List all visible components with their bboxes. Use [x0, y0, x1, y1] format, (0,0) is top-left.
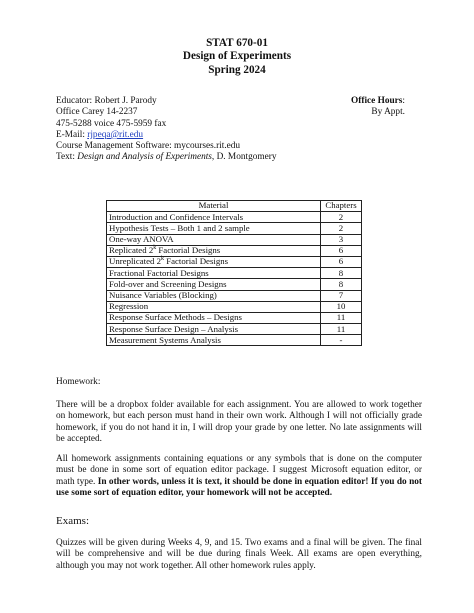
office-hours: Office Hours: By Appt.: [351, 96, 405, 118]
course-management-software: Course Management Software: mycourses.rit.edu: [56, 141, 241, 152]
table-row: [107, 335, 362, 346]
chapter-cell: 2: [321, 212, 362, 223]
email-link[interactable]: rjpeqa@rit.edu: [87, 129, 144, 140]
course-term: Spring 2024: [208, 63, 266, 76]
equation-editor-requirement: In other words, unless it is text, it should be done in equation editor! If you do not use some sort of equation editor, your homework will not be accepted.: [56, 476, 422, 498]
table-row: [107, 279, 362, 290]
table-header-row: [107, 201, 362, 212]
table-row: [107, 268, 362, 279]
course-header: [0, 37, 474, 77]
material-cell: Nuisance Variables (Blocking): [107, 290, 321, 301]
text-label: Text:: [56, 152, 78, 163]
homework-paragraph-equation-editor: All homework assignments containing equations or any symbols that is done on the computer must be done in some sort of equation editor package. I suggest Microsoft equation editor, or math type. In other words, unless it is text, it should be done in equation editor! If you do not use some sort of equation editor, your homework will not be accepted.: [56, 454, 422, 498]
office-location: Office Carey 14-2237: [56, 107, 138, 118]
chapters-column-header: Chapters: [321, 201, 362, 212]
table-row: [107, 312, 362, 323]
material-cell: Unreplicated 2$^k$ Factorial Designs: [107, 256, 321, 267]
office-hours-value: By Appt.: [371, 107, 405, 118]
material-column-header: Material: [107, 201, 321, 212]
course-number: STAT 670-01: [206, 37, 268, 49]
material-cell: One-way ANOVA: [107, 234, 321, 245]
homework-heading: Homework:: [56, 377, 101, 387]
chapter-cell: 11: [321, 312, 362, 323]
table-row: [107, 290, 362, 301]
chapter-cell: 7: [321, 290, 362, 301]
textbook-title: Design and Analysis of Experiments: [77, 152, 212, 163]
chapter-cell: 2: [321, 223, 362, 234]
material-cell: Hypothesis Tests – Both 1 and 2 sample: [107, 223, 321, 234]
chapter-cell: -: [321, 335, 362, 346]
educator-name: Educator: Robert J. Parody: [56, 96, 157, 106]
course-title: Design of Experiments: [182, 50, 292, 63]
material-chapters-table: [106, 200, 362, 346]
chapter-cell: 6: [321, 245, 362, 256]
chapter-cell: 3: [321, 234, 362, 245]
email-label: E-Mail:: [56, 129, 88, 140]
phone-numbers: 475-5288 voice 475-5959 fax: [56, 118, 167, 129]
material-cell: Introduction and Confidence Intervals: [107, 212, 321, 223]
material-cell: Response Surface Methods – Designs: [107, 312, 321, 323]
email-line: [56, 130, 436, 141]
chapter-cell: 6: [321, 256, 362, 267]
chapter-cell: 10: [321, 301, 362, 312]
material-cell: Fold-over and Screening Designs: [107, 279, 321, 290]
table-row: [107, 245, 362, 256]
textbook-author: , D. Montgomery: [211, 152, 277, 163]
table-row: [107, 324, 362, 335]
exams-paragraph: Quizzes will be given during Weeks 4, 9, and 15. Two exams and a final will be given. The final will be comprehensive and will be due during finals Week. All exams are open everything, although you may not work together. All other homework rules apply.: [56, 538, 422, 571]
table-row: [107, 301, 362, 312]
material-cell: Response Surface Design – Analysis: [107, 324, 321, 335]
textbook-line: [56, 152, 436, 163]
chapter-cell: 11: [321, 324, 362, 335]
material-cell: Fractional Factorial Designs: [107, 268, 321, 279]
table-row: [107, 256, 362, 267]
office-hours-label: Office Hours: [351, 96, 403, 106]
table-row: [107, 223, 362, 234]
table-row: [107, 212, 362, 223]
chapter-cell: 8: [321, 279, 362, 290]
table-row: [107, 234, 362, 245]
exams-heading: Exams:: [56, 515, 89, 527]
chapter-cell: 8: [321, 268, 362, 279]
material-cell: Regression: [107, 301, 321, 312]
homework-paragraph-dropbox: There will be a dropbox folder available for each assignment. You are allowed to work together on homework, but each person must hand in their own work. Although I will not officially grade homework, if you do not hand it in, I will drop your grade by one letter. No late assignments will be accepted.: [56, 400, 422, 444]
material-cell: Replicated 2$^k$ Factorial Designs: [107, 245, 321, 256]
material-cell: Measurement Systems Analysis: [107, 335, 321, 346]
